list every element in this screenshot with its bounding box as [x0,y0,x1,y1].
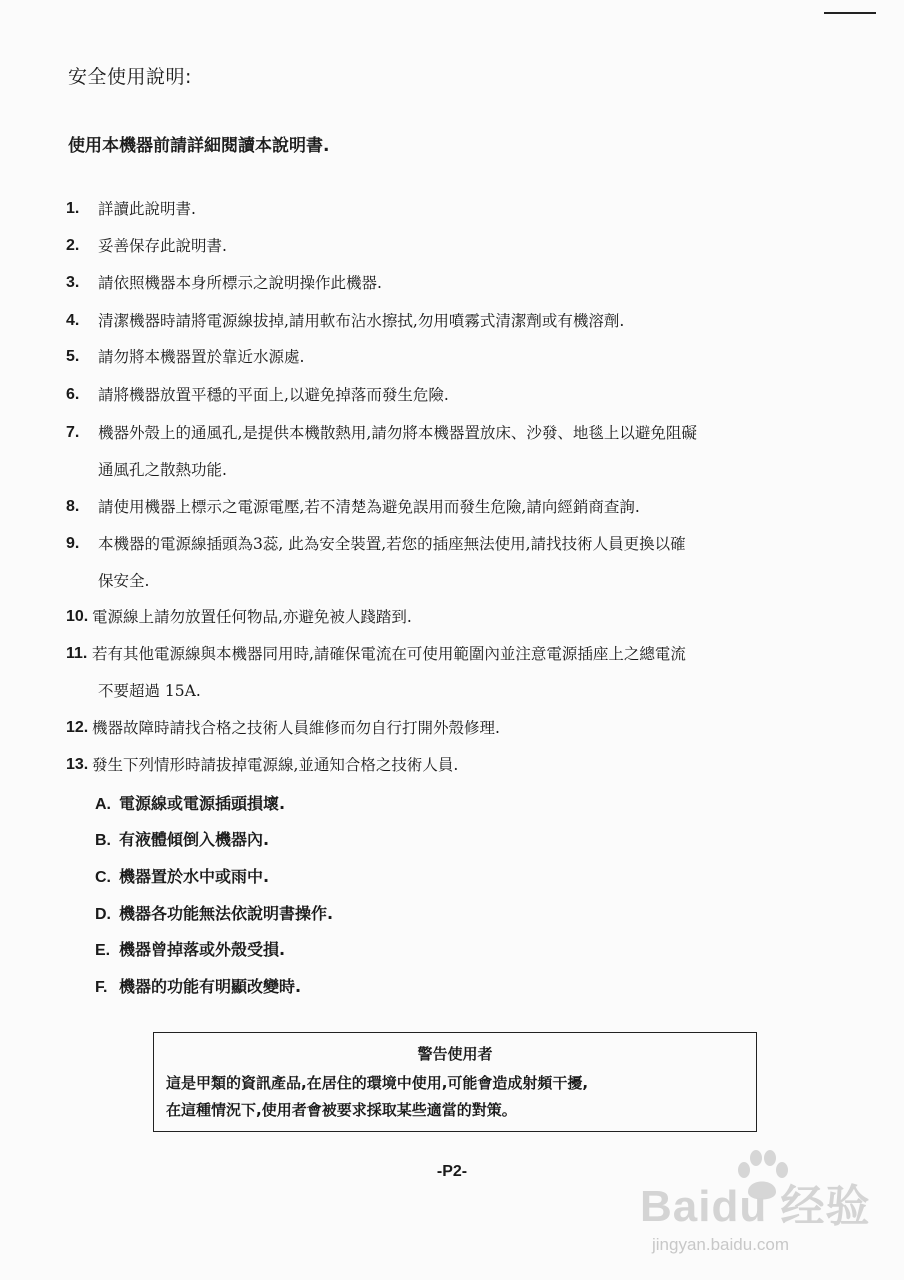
rule-number: 4. [66,312,80,329]
rule-text: 清潔機器時請將電源線拔掉,請用軟布沾水擦拭,勿用噴霧式清潔劑或有機溶劑. [98,312,625,330]
condition-text: 有液體傾倒入機器內. [119,830,270,849]
page-heading: 安全使用說明: [68,66,192,88]
rule-number: 3. [66,274,80,291]
rule-number: 11. [66,645,88,662]
rule-text-continued: 不要超過 15A. [98,682,201,700]
watermark-url: jingyan.baidu.com [652,1235,790,1254]
rule-text: 機器外殼上的通風孔,是提供本機散熱用,請勿將本機器置放床、沙發、地毯上以避免阻礙 [98,424,697,442]
condition-item [95,866,269,889]
rule-text: 妥善保存此說明書. [98,237,227,255]
rule-number: 13. [66,756,89,773]
rule-number: 6. [66,386,80,403]
rule-text: 詳讀此說明書. [98,200,196,218]
condition-letter: A. [95,796,111,813]
condition-letter: D. [95,906,111,923]
warning-line: 這是甲類的資訊產品,在居住的環境中使用,可能會造成射頻干擾, [166,1074,589,1092]
condition-text: 機器置於水中或雨中. [119,867,270,886]
condition-letter: B. [95,832,111,849]
condition-item [95,793,285,816]
condition-letter: E. [95,942,111,959]
condition-item [95,976,301,999]
rule-number: 7. [66,424,80,441]
watermark-brand: Baidu 经验 [640,1182,871,1231]
rule-text: 本機器的電源線插頭為3蕊, 此為安全裝置,若您的插座無法使用,請找技術人員更換以確 [98,535,686,553]
warning-box [153,1032,757,1132]
condition-letter: F. [95,979,108,996]
condition-item [95,903,333,926]
rule-number: 12. [66,719,89,736]
rule-text: 若有其他電源線與本機器同用時,請確保電流在可使用範圍內並注意電源插座上之總電流 [92,645,686,663]
page-number: -P2- [436,1163,468,1180]
intro-text: 使用本機器前請詳細閱讀本說明書. [68,136,330,156]
condition-text: 電源線或電源插頭損壞. [119,794,286,813]
rule-text: 發生下列情形時請拔掉電源線,並通知合格之技術人員. [92,756,459,774]
rule-text: 請勿將本機器置於靠近水源處. [98,348,305,366]
rule-number: 10. [66,608,89,625]
rule-text-continued: 通風孔之散熱功能. [98,461,227,479]
warning-title: 警告使用者 [417,1045,493,1063]
rule-text: 機器故障時請找合格之技術人員維修而勿自行打開外殼修理. [92,719,500,737]
condition-item [95,829,269,852]
rule-number: 1. [66,200,80,217]
condition-text: 機器曾掉落或外殼受損. [119,940,286,959]
rule-text: 電源線上請勿放置任何物品,亦避免被人踐踏到. [92,608,412,626]
scan-edge-mark [824,12,876,14]
warning-line: 在這種情況下,使用者會被要求採取某些適當的對策。 [166,1101,517,1119]
condition-text: 機器各功能無法依說明書操作. [119,904,334,923]
rule-text: 請依照機器本身所標示之說明操作此機器. [98,274,382,292]
rule-text: 請使用機器上標示之電源電壓,若不清楚為避免誤用而發生危險,請向經銷商查詢. [98,498,640,516]
condition-text: 機器的功能有明顯改變時. [119,977,302,996]
condition-letter: C. [95,869,111,886]
rule-text-continued: 保安全. [98,572,150,590]
rule-number: 5. [66,348,80,365]
rule-text: 請將機器放置平穩的平面上,以避免掉落而發生危險. [98,386,449,404]
rule-number: 9. [66,535,80,552]
condition-item [95,939,285,962]
rule-number: 8. [66,498,80,515]
watermark [640,1140,890,1270]
rule-number: 2. [66,237,80,254]
